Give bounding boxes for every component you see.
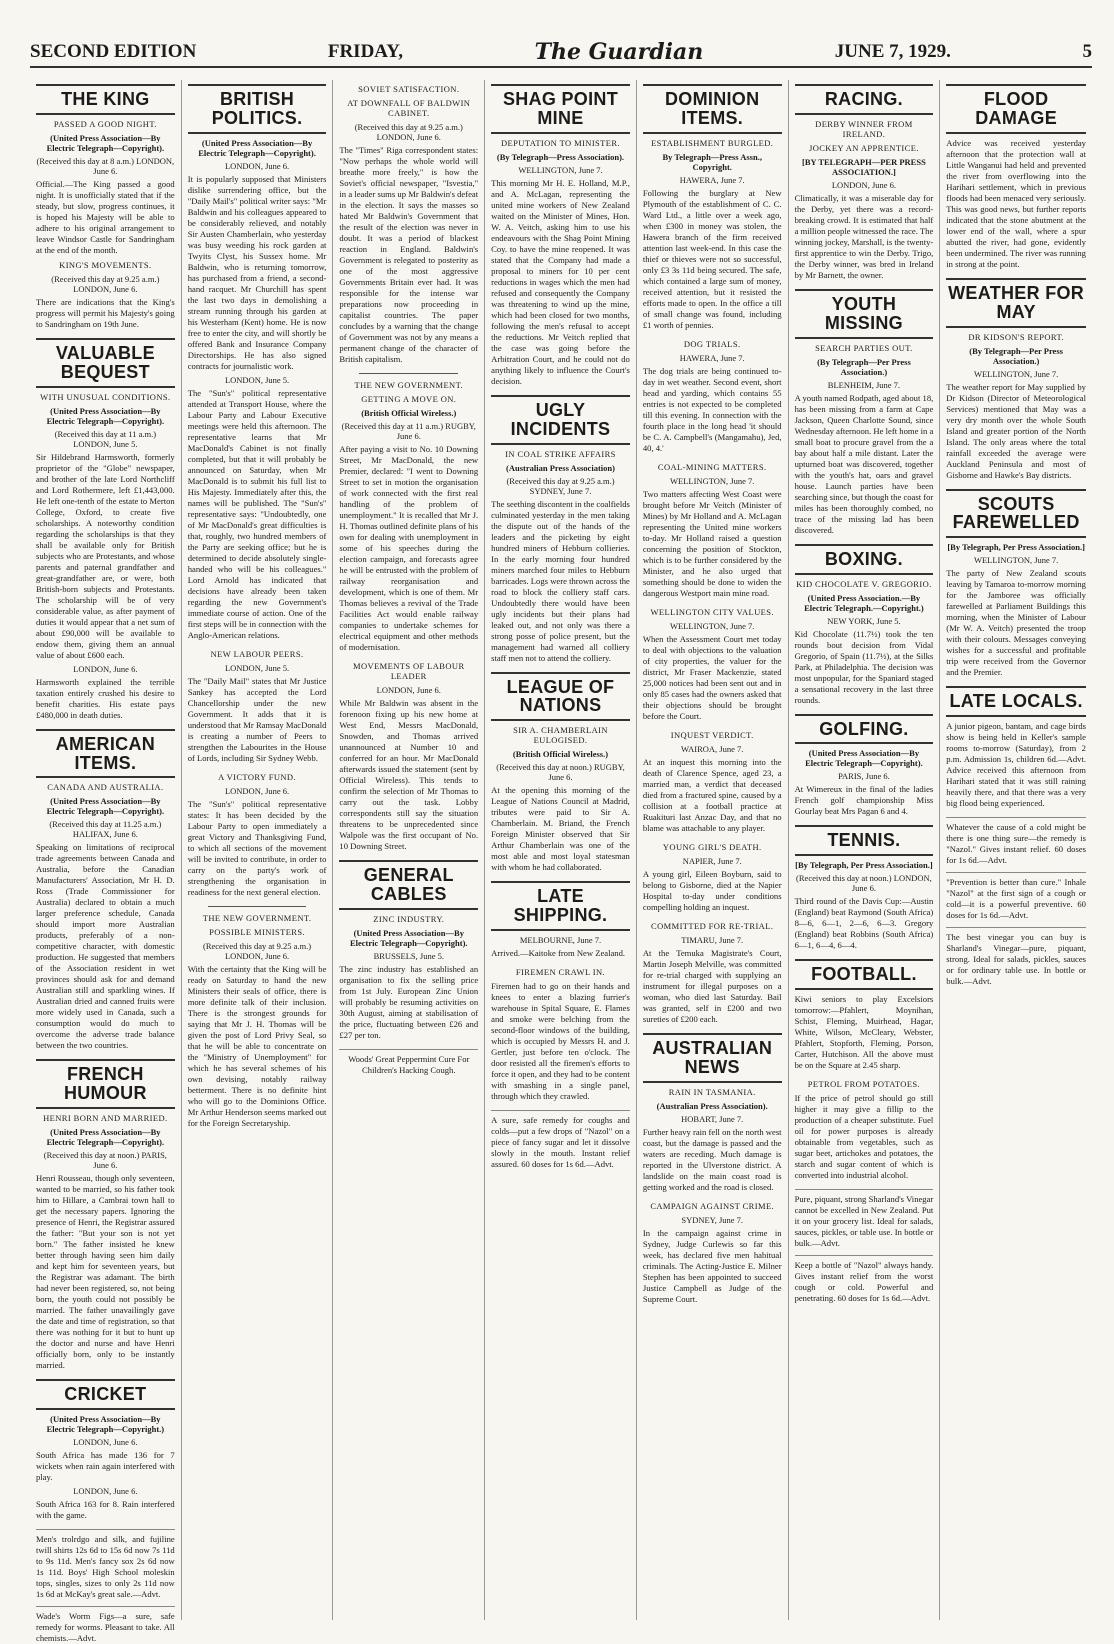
source-line: (United Press Association—By Electric Telegraph—Copyright).	[46, 1127, 165, 1148]
article-body: Further heavy rain fell on the north west coast, but the damage is passed and the waters are receding. Much damage is reported in the Ulverstone district. A landslide on the main coast road is getting worked and the road is closed.	[642, 1126, 782, 1192]
subheadline: SEARCH PARTIES OUT.	[815, 342, 913, 353]
column-1	[30, 80, 182, 1644]
dateline: WELLINGTON, June 7.	[973, 368, 1059, 379]
source-line: (United Press Association—By Electric Telegraph—Copyright).	[46, 132, 165, 153]
article-body: With the certainty that the King will be ready on Saturday to hand the new Ministers their seals of office, there is more definite talk of their inclusion. There is the strongest grounds for saying that Mr J. H. Thomas will be given the post of Lord Privy Seal, so that he will be able to concentrate on the "Ministry of Unemployment" for which he has several schemes of his own devising, notably railway betterment. There is no definite hint who will go to the Dominions Office. Mr Arthur Henderson seems marked out for the Foreign Secretaryship.	[187, 963, 327, 1128]
dateline: SYDNEY, June 7.	[681, 1214, 744, 1225]
advertisement: Woods' Great Peppermint Cure For Children's Hacking Cough.	[339, 1049, 478, 1076]
article-body: South Africa has made 136 for 7 wickets when rain again interfered with play.	[36, 1450, 175, 1483]
subheadline: INQUEST VERDICT.	[670, 729, 754, 740]
article-flood-damage	[946, 84, 1086, 270]
advertisement: Men's trolrdgo and silk, and fujiline twill shirts 12s 6d to 15s 6d now 7s 11d to 9s 11d. Men's fancy sox 2s 6d now 1s 11d. Boys' High School moleskin tops, singles, sizes to only 2s 11d now 1s 6d at McKay's great sale.—Advt.	[36, 1529, 175, 1600]
source-line: (Australian Press Association)	[506, 462, 615, 473]
subheadline: DOG TRIALS.	[683, 338, 741, 349]
article-ugly-incidents	[491, 395, 630, 664]
headline: LATE SHIPPING.	[491, 881, 630, 931]
dateline: BRUSSELS, June 5.	[373, 950, 444, 961]
headline: RACING.	[795, 84, 934, 115]
divider	[359, 373, 458, 374]
article-body: Third round of the Davis Cup:—Austin (England) beat Raymond (South Africa) 8—6, 6—1, 2—6, 6—3. Gregory (England) beat Robbins (South Africa) 6—1, 6—4, 6—4.	[794, 896, 934, 951]
article-body: At Wimereux in the final of the ladies French golf championship Miss Gourlay beat Mrs Pagan 6 and 4.	[794, 784, 934, 817]
article-body: At an inquest this morning into the death of Clarence Spence, aged 23, a married man, a verdict that deceased died from a fractured spine, caused by a collision at a football practice at Ruakituri last Anzac Day, and that no blame was attachable to any player.	[642, 756, 782, 833]
article-retrial	[643, 921, 782, 1025]
source-line: (By Telegraph—Press Association).	[496, 151, 625, 162]
article-football	[795, 959, 934, 1071]
column-7	[940, 80, 1092, 1620]
article-body: The party of New Zealand scouts leaving by Tamaroa to-morrow morning for the Jamboree was officially farewelled at Parliament Buildings this morning, when the Minister of Labour (Mr W. A. Veitch) presented the troop with their colours. Messages conveying wishes for a successful and profitable trip were received from the Governor and the Premier.	[946, 568, 1086, 678]
article-body: South Africa 163 for 8. Rain interfered with the game.	[36, 1499, 175, 1521]
article-body: At the opening this morning of the League of Nations Council at Madrid, tributes were paid to Sir A. Chamberlain. M. Briand, the French Foreign Minister observed that Sir Arthur Chamberlain was one of the most able and most loyal statesman with whom he had collaborated.	[491, 785, 630, 873]
article-australian-news	[643, 1033, 782, 1193]
dateline: LONDON, June 6.	[73, 663, 138, 674]
article-firemen	[491, 967, 630, 1102]
article-body: There are indications that the King's progress will permit his Majesty's going to Sandringham on 19th June.	[36, 296, 175, 329]
article-body: At the Temuka Magistrate's Court, Martin Joseph Melville, was committed for re-trial charged with supplying an instrument for illegal purposes on a woman, who died last Saturday. Bail was granted, self in £200 and two sureties of £200 each.	[642, 947, 782, 1024]
date-label: JUNE 7, 1929.	[834, 41, 951, 62]
advertisement: A sure, safe remedy for coughs and colds—put a few drops of "Nazol" on a piece of fancy sugar and let it dissolve slowly in the mouth. Instant relief assured. 60 doses for 1s 6d.—Advt.	[491, 1110, 630, 1170]
source-line: (By Telegraph—Per Press Association.)	[969, 345, 1063, 366]
article-valuable-bequest	[36, 338, 175, 721]
subheadline: ESTABLISHMENT BURGLED.	[651, 137, 774, 148]
subheadline: PETROL FROM POTATOES.	[807, 1079, 921, 1090]
article-french-humour	[36, 1059, 175, 1371]
headline: GOLFING.	[795, 714, 934, 745]
article-late-locals	[946, 686, 1086, 809]
article-body: The zinc industry has established an organisation to fix the selling price from 1st July. European Zinc Union will probably be resuming activities on 30th August, aiming at stabilisation of the price, fluctuating between £26 and £27 per ton.	[339, 963, 479, 1040]
source-line: [By Telegraph, Per Press Association.]	[947, 542, 1085, 553]
source-line: [By Telegraph, Per Press Association.]	[795, 860, 933, 871]
dateline: (Received this day at noon.) LONDON, June 6.	[796, 873, 932, 894]
dateline: LONDON, June 6.	[224, 160, 290, 171]
dateline: HOBART, June 7.	[681, 1113, 744, 1124]
article-body: It is popularly supposed that Ministers dislike surrendering office, but the "Daily Mail's" political writer says: "Mr Baldwin and his colleagues appeared to be considerably relieved, and notably Sir Austen Chamberlain, who yesterday was busy weeding his rock garden at Twyits Clyst, his Sussex home. Mr Baldwin, who is returning tomorrow, has purchased from a friend, a second-hand racquet. Mr Churchill has spent the last two days in demolishing a stream running through his garden at his Westerham (Kent) home. He is now free to enter the city, and will shortly be offered Bank and Insurance Company Directorships. He has also signed contracts for journalistic work.	[187, 173, 327, 371]
article-youth-missing	[795, 289, 934, 536]
headline: LEAGUE OF NATIONS	[491, 672, 630, 722]
article-city-values	[643, 607, 782, 722]
headline: SCOUTS FAREWELLED	[946, 489, 1086, 539]
article-body: A junior pigeon, bantam, and cage birds show is being held in Keller's sample rooms to-morrow (Saturday), from 2 p.m. Admission 1s, children 6d.—Advt. Advice received this afternoon from Harihari stated that it was still raining heavily there, and that there was a very big flood being experienced.	[946, 721, 1086, 809]
day-label: FRIDAY,	[327, 41, 404, 62]
dateline: LONDON, June 6.	[73, 1437, 138, 1448]
source-line: (British Official Wireless.)	[361, 408, 457, 418]
subheadline: ZINC INDUSTRY.	[373, 913, 445, 924]
headline: CRICKET	[36, 1379, 175, 1410]
article-weather-for-may	[946, 278, 1086, 481]
article-body: Harmsworth explained the terrible taxation entirely crushed his desire to benefit charities. His estate pays £480,000 in death duties.	[36, 676, 175, 720]
column-5	[637, 80, 789, 1620]
subheadline: COMMITTED FOR RE-TRIAL.	[651, 920, 774, 931]
dateline: WELLINGTON, June 7.	[518, 164, 603, 175]
dateline: (Received this day at 9.25 a.m.) SYDNEY, June 7.	[506, 475, 615, 496]
headline: FRENCH HUMOUR	[36, 1059, 175, 1109]
subheadline: A VICTORY FUND.	[218, 771, 296, 782]
subheadline: THE NEW GOVERNMENT.	[202, 912, 312, 923]
article-body: This morning Mr H. E. Holland, M.P., and A. McLagan, representing the united mine workers of New Zealand waited on the Minister of Mines, Hon. W. A. Veitch, asking him to use his endeavours with the Shag Point Mining Coy. to have the mine reopened. It was stated that the Company had made a proposal to miners for 10 per cent reductions in wages which the men had refused and consequently the Company was threatening to wind up the mine, which had been closed for two months, following the men's refusal to accept the reductions. Mr Veitch replied that the case was going before the Arbitration Court, and he could not do anything likely to influence the Court's decision.	[491, 177, 630, 386]
headline: BOXING.	[795, 544, 934, 575]
article-body: The "Times" Riga correspondent states: "Now perhaps the whole world will breathe more freely," is how the Soviet's official newspaper, "Isvestia," in a leader sums up Mr Baldwin's defeat in the election. It says the masses so hated Mr Baldwin's Government that the result of the election was never in doubt. It was a period of blackest reaction in England. Baldwin's Government is relegated to posterity as one of the most aggressive Governments Britain ever had. It was responsible for the intense war preparations now proceeding in capitalist countries. The paper concludes by a warning that the change of Government was not by any means a permanent change of the character of British capitalism.	[339, 145, 479, 364]
dateline: (Received this day at 11 a.m.) LONDON, June 5.	[54, 428, 157, 449]
dateline: WELLINGTON, June 7.	[670, 620, 755, 631]
article-golfing	[795, 714, 934, 818]
article-body: Kid Chocolate (11.7½) took the ten rounds bout decision from Vidal Gregorio, of Spain (11.7½), at the Silks Park, at Philadelphia. The decision was most unpopular, for the Spaniard staged a sensational recovery in the last three rounds.	[794, 628, 934, 705]
article-labour-leader	[339, 661, 478, 852]
dateline: (Received this day at 11.25 a.m.) HALIFAX, June 6.	[49, 819, 162, 840]
dateline: LONDON, June 6.	[73, 1486, 138, 1497]
source-line: [BY TELEGRAPH—PER PRESS ASSOCIATION.]	[802, 156, 926, 177]
dateline: LONDON, June 6.	[831, 179, 897, 190]
article-british-politics	[188, 84, 327, 641]
article-body: Arrived.—Kaitoke from New Zealand.	[491, 948, 626, 959]
columns	[30, 80, 1092, 1644]
dateline: (Received this day at 9.25 a.m.) LONDON, June 6.	[203, 940, 312, 961]
source-line: (United Press Association.—By Electric Telegraph.—Copyright.)	[804, 592, 924, 613]
article-new-labour-peers	[188, 649, 327, 764]
headline: DOMINION ITEMS.	[643, 84, 782, 134]
article-body: Firemen had to go on their hands and knees to enter a blazing furrier's warehouse in Spital Square, E. Flames and smoke were belching from the second-floor windows of the building, which is occupied by Messrs H. and J. Gertler, just before ten o'clock. The door resisted all the firemen's efforts to force it open, and they had to be content with smashing in a single panel, through which they crawled.	[491, 981, 630, 1102]
article-body: In the campaign against crime in Sydney, Judge Curlewis so far this week, has declared five men habitual criminals. The Acting-Justice E. Milner Stephen has been appointed to succeed Justice Campbell as Judge of the Supreme Court.	[642, 1227, 782, 1304]
article-inquest-verdict	[643, 730, 782, 834]
article-body: The seething discontent in the coalfields culminated yesterday in the men taking the dispute out of the hands of the leaders and the picketing by eight hundred miners of Hebburn collieries. In the early morning four hundred miners marched four miles to Hebburn barricades. Logs were thrown across the road to block the colliery staff cars. Undoubtedly there would have been ugly incidents but their plans had leaked out, and not only was there a strong posse of police present, but the management had warned all colliery staff men not to attend the colliery.	[491, 498, 630, 663]
article-body: Two matters affecting West Coast were brought before Mr Veitch (Minister of Mines) by Mr Holland and A. McLagan representing the United mine workers to-day. Mr Holland raised a question concerning the position of Stockton, which is to be further considered by the Minister, and he also urged that something should be done to widen the dangerous Westport main mine road.	[642, 488, 782, 598]
article-body: The weather report for May supplied by Dr Kidson (Director of Meteorological Services) mentioned that May was a very dry month over the whole South Island and greater portion of the North Island. The only areas where the total rainfall exceeded the average were Auckland Peninsula and most of Gisborne and Hawke's Bay districts.	[946, 381, 1086, 480]
advertisement: The best vinegar you can buy is Sharland's Vinegar—pure, piquant, strong. Ideal for salads, pickles, sauces or for ordinary table use. In bottle or bulk.—Advt.	[946, 927, 1086, 987]
article-cricket	[36, 1379, 175, 1521]
subheadline: MOVEMENTS OF LABOUR LEADER	[353, 661, 465, 681]
dateline: (Received this day at noon.) PARIS, June 6.	[43, 1150, 167, 1171]
article-league-of-nations	[491, 672, 630, 874]
article-body: Official.—The King passed a good night. It is unofficially stated that if the steady, but slow, progress continues, it is hoped his Majesty will be able to adhere to his original arrangement to leave Windsor Castle for Sandringham at the end of the month.	[36, 178, 175, 255]
article-dog-trials	[643, 339, 782, 454]
dateline: WAIROA, June 7.	[681, 743, 744, 754]
article-the-king	[36, 84, 175, 330]
dateline: NAPIER, June 7.	[682, 855, 742, 866]
dateline: HAWERA, June 7.	[679, 352, 745, 363]
source-line: (United Press Association—By Electric Telegraph—Copyright).	[198, 137, 316, 158]
article-body: Henri Rousseau, though only seventeen, wanted to be married, so his father took him to Hillare, a Cambrai town hall to get the necessary papers. Ignoring the presence of Henri, the Registrar assured the father: "But your son is not yet born." The father insisted he knew better through having seen him daily and kept him for seventeen years, but the Registrar was adamant. The birth had never been registered, so, not being born, the youth could not possibly be married. The father unavailingly gave the date and time of registration, so that there was nothing for it but to hunt up the doctor and nurse and have Henri officially born, only to be instantly married.	[36, 1173, 175, 1371]
column-4	[485, 80, 637, 1620]
dateline: NEW YORK, June 5.	[827, 615, 901, 626]
article-body: Kiwi seniors to play Excelsiors tomorrow:—Pfahlert, Moynihan, Schist, Fleming, Muirhead, Hagar, White, Wilson, McCleary, Webster, Pfahlert, Stopforth, Fleming, Porson, Carter, Hutchison. All the above must be on the Square at 2.45 sharp.	[794, 994, 934, 1071]
subheadline: SIR A. CHAMBERLAIN EULOGISED.	[513, 725, 608, 746]
headline: AUSTRALIAN NEWS	[643, 1033, 782, 1083]
subheadline: WELLINGTON CITY VALUES.	[650, 606, 774, 617]
source-line: (United Press Association—By Electric Telegraph—Copyright).	[46, 796, 165, 817]
subheadline: KID CHOCOLATE V. GREGORIO.	[796, 578, 932, 589]
article-young-girls-death	[643, 842, 782, 913]
advertisement: Whatever the cause of a cold might be there is one thing sure—the remedy is "Nazol." Gives instant relief. 60 doses for 1s 6d.—Advt.	[946, 817, 1086, 866]
subheadline: GETTING A MOVE ON.	[361, 394, 457, 404]
subheadline: PASSED A GOOD NIGHT.	[53, 118, 157, 129]
source-line: (United Press Association—By Electric Telegraph—Copyright).	[46, 405, 165, 426]
headline: WEATHER FOR MAY	[946, 278, 1086, 328]
article-victory-fund	[188, 772, 327, 898]
page-number: 5	[1082, 41, 1092, 62]
advertisement: Pure, piquant, strong Sharland's Vinegar cannot be excelled in New Zealand. Put it on your grocery list. Ideal for salads, sauces, pickles, or table use. In bottle or bulk.—Advt.	[795, 1189, 934, 1249]
dateline: LONDON, June 6.	[376, 685, 441, 695]
dateline: BLENHEIM, June 7.	[827, 379, 901, 390]
source-line: By Telegraph—Press Assn., Copyright.	[662, 151, 762, 172]
article-body: The dog trials are being continued to-day in wet weather. Second event, short head and yarding, which contains 55 entries is not expected to be completed till this evening. In connection with the fourth place in the long head 'it should be C. A. Campbell's (Mangamahu), Jed, 40, 4.'	[642, 365, 782, 453]
headline: UGLY INCIDENTS	[491, 395, 630, 445]
dateline: (Received this day at noon.) RUGBY, June 6.	[496, 762, 625, 783]
column-2	[182, 80, 334, 1620]
subheadline: CAMPAIGN AGAINST CRIME.	[650, 1200, 775, 1211]
dateline: PARIS, June 6.	[838, 771, 890, 782]
subheadline: FIREMEN CRAWL IN.	[515, 967, 606, 978]
subheadline: THE NEW GOVERNMENT.	[354, 380, 464, 390]
article-body: The "Daily Mail" states that Mr Justice Sankey has accepted the Lord Chancellorship under the new Government. It adds that it is understood that Mr Ramsay MacDonald is creating a number of Peers to strengthen the Labourites in the House of Lords, including Sir Sydney Webb.	[187, 675, 327, 763]
subheadline: NEW LABOUR PEERS.	[210, 648, 304, 659]
article-body: When the Assessment Court met today to deal with objections to the valuation of city properties, the valuer for the district, Mr Fraser Mackenzie, stated 25,000 notices had been sent out and in only 85 cases had the owners asked that their objections should be brought before the Court.	[642, 633, 782, 721]
dateline: (Received this day at 9.25 a.m.) LONDON, June 6.	[51, 273, 160, 294]
article-body: A youth named Rodpath, aged about 18, has been missing from a farm at Cape Jackson, Queen Charlotte Sound, since Wednesday afternoon. He left home in a small boat to procure gravel from the a bay about half a mile distant. Later the upturned boat was discovered, together with the youth's hat, oars and gravel house. Launch parties have been searching since, but though the coast for miles has been thoroughly combed, no trace of the missing lad has been discovered.	[794, 392, 934, 535]
article-racing	[795, 84, 934, 281]
article-dominion-items	[643, 84, 782, 331]
advertisement: Keep a bottle of "Nazol" always handy. Gives instant relief from the worst cough or cold. Powerful and penetrating. 60 doses for 1s 6d.—Advt.	[795, 1255, 934, 1304]
subheadline: CANADA AND AUSTRALIA.	[47, 782, 164, 793]
dateline: MELBOURNE, June 7.	[519, 935, 602, 946]
subheadline: POSSIBLE MINISTERS.	[209, 926, 306, 937]
dateline: WELLINGTON, June 7.	[973, 555, 1059, 566]
source-line: (British Official Wireless.)	[512, 749, 609, 760]
subheadline: COAL-MINING MATTERS.	[657, 461, 767, 472]
article-body: The "Sun's" political representative attended at Transport House, where the Labour Party and Labour Executive meetings were held this afternoon. The representative learns that Mr MacDonald's Cabinet is not finally completed, but that it will probably be announced on Saturday, when Mr MacDonald is to submit his full list to His Majesty. Immediately after this, the names will be published. The "Sun's" representative says: "Undoubtedly, one of Mr MacDonald's great difficulties is that, roughly, two hundred members of the Party are seeking office; but he is determined to decide absolutely single-handed who will be his colleagues." Lord Arnold has indicated that decisions have already been taken regarding the new Government's immediate course of action. One of the first steps will be in connection with the Anglo-American relations.	[187, 387, 327, 640]
source-line: (United Press Association—By Electric Telegraph—Copyright).	[805, 748, 923, 769]
article-tennis	[795, 825, 934, 951]
article-body: The "Sun's" political representative states: It has been decided by the Labour Party to open immediately a great Victory and Thanksgiving Fund, to which all sections of the movement will be invited to contribute, in order to carry on the party's work of strengthening the organisation in readiness for the next general election.	[187, 798, 327, 897]
article-scouts-farewelled	[946, 489, 1086, 679]
dateline: LONDON, June 5.	[224, 662, 290, 673]
source-line: (United Press Association—By Electric Telegraph—Copyright).	[349, 927, 468, 948]
article-shag-point-mine	[491, 84, 630, 387]
article-soviet-satisfaction	[339, 84, 478, 365]
dateline: LONDON, June 6.	[224, 785, 290, 796]
article-body: Following the burglary at New Plymouth of the establishment of C. C. Ward Ltd., a little over a week ago, when £300 in money was stolen, the Hawera branch of the firm received attention last week-end. In this case the thief or thieves were not so successful, only £3 3s 11d being secured. The safe, which contained a large sum of money, received attention, but it resisted the efforts made to open. In the office a till of small change was found, including £1 worth of pennies.	[642, 187, 782, 330]
dateline: TIMARU, June 7.	[681, 934, 744, 945]
subheadline: SOVIET SATISFACTION.	[358, 84, 460, 94]
subheadline: WITH UNUSUAL CONDITIONS.	[40, 391, 171, 402]
masthead	[30, 38, 1092, 68]
edition-label: SECOND EDITION	[30, 41, 197, 62]
headline: BRITISH POLITICS.	[188, 84, 327, 134]
newspaper-title: The Guardian	[534, 39, 704, 65]
dateline: HAWERA, June 7.	[679, 174, 745, 185]
advertisement: Wade's Worm Figs—a sure, safe remedy for worms. Pleasant to take. All chemists.—Advt.	[36, 1606, 175, 1644]
article-body: Sir Hildebrand Harmsworth, formerly proprietor of the "Globe" newspaper, and brother of the late Lord Northcliff and Lord Rothermere, left £1,443,000. He left one-tenth of the estate to Merton College, Oxford, to create five scholarships. A noteworthy condition regarding the scholarships is that they shall be available only for British subjects who are Protestants, and whose parents and paternal grandfather and great-grandfather are, or were, both British-born subjects and Protestants. The scholarship will be of very considerable value, as after payment of duties it would appear that a net sum of about £90,000 will be available to endow them, giving them an annual value of about £600 each.	[36, 451, 175, 660]
article-petrol	[795, 1079, 934, 1181]
headline: THE KING	[36, 84, 175, 115]
headline: LATE LOCALS.	[946, 686, 1086, 717]
dateline: WELLINGTON, June 7.	[670, 475, 755, 486]
subheadline: DR KIDSON'S REPORT.	[968, 331, 1064, 342]
article-body: A young girl, Eileen Boyburn, said to belong to Gisborne, died at the Napier Hospital to-day under conditions compelling holding an inquest.	[642, 868, 782, 912]
subheadline: HENRI BORN AND MARRIED.	[43, 1113, 168, 1124]
headline: YOUTH MISSING	[795, 289, 934, 339]
headline: FOOTBALL.	[795, 959, 934, 990]
article-body: After paying a visit to No. 10 Downing Street, Mr MacDonald, the new Premier, declared: "I went to Downing Street to set in motion the organisation of work connected with the first real handling of the problem of unemployment." It is recalled that Mr J. H. Thomas outlined definite plans of his own for dealing with unemployment in some of his speeches during the election campaign, and forecasts agree he will be entrusted with the problem of railway reorganisation and development, which is one of them. Mr Thomas believes a revival of the Trade Facilities Act would enable railway companies to undertake schemes for electrical equipment and other methods of modernisation.	[339, 444, 479, 652]
article-coal-mining	[643, 462, 782, 599]
dateline: (Received this day at 8 a.m.) LONDON, June 6.	[36, 155, 175, 176]
article-boxing	[795, 544, 934, 706]
article-new-government	[188, 913, 327, 1129]
article-getting-a-move-on	[339, 380, 478, 653]
divider	[208, 906, 307, 907]
headline: FLOOD DAMAGE	[946, 84, 1086, 134]
headline: AMERICAN ITEMS.	[36, 729, 175, 779]
dateline: (Received this day at 9.25 a.m.) LONDON, June 6.	[354, 122, 463, 142]
source-line: (By Telegraph—Per Press Association.)	[817, 356, 911, 377]
subheadline: DEPUTATION TO MINISTER.	[501, 137, 620, 148]
article-campaign-against-crime	[643, 1201, 782, 1305]
subheadline: DERBY WINNER FROM IRELAND.	[815, 118, 913, 139]
article-body: Advice was received yesterday afternoon that the protection wall at Little Wanganui had held and prevented the river from overflowing into the Harihari settlement, which in previous floods had been menaced very seriously. This was good news, but further reports indicated that the stone abutment at the lower end of the wall, where a spur abutted the river, had gone, evidently been undermined. The river was running in strong at the point.	[946, 137, 1086, 269]
source-line: (United Press Association—By Electric Telegraph—Copyright.)	[46, 1414, 165, 1435]
subheadline: AT DOWNFALL OF BALDWIN CABINET.	[347, 98, 471, 118]
subheadline: KING'S MOVEMENTS.	[59, 259, 152, 270]
article-body: Speaking on limitations of reciprocal trade agreements between Canada and Australia, before the Canadian Manufacturers' Association, Mr H. D. Ross (Trade Commissioner for Australia) declared to obtain a much larger preference schedule, Canada should import more Australian products, preferably of a non-competitive character, with domestic production. He suggested that members of the Association resident in wet provinces should ask for and demand Australian still and sparkling wines. If Australian dried and canned fruits were more widely used in Canada, such a consumption would do much to overcome the adverse trade balance between the two countries.	[36, 842, 175, 1051]
column-6	[789, 80, 941, 1620]
article-late-shipping	[491, 881, 630, 959]
dateline: LONDON, June 5.	[224, 374, 290, 385]
advertisement: "Prevention is better than cure." Inhale "Nazol" at the first sign of a cough or cold—it is a powerful preventive. 60 doses for 1s 6d.—Advt.	[946, 872, 1086, 921]
subheadline: RAIN IN TASMANIA.	[668, 1086, 756, 1097]
headline: SHAG POINT MINE	[491, 84, 630, 134]
article-general-cables	[339, 860, 478, 1041]
dateline: (Received this day at 11 a.m.) RUGBY, June 6.	[341, 421, 476, 441]
headline: GENERAL CABLES	[339, 860, 478, 910]
article-body: While Mr Baldwin was absent in the forenoon fixing up his new home at West End, Messrs MacDonald, Snowden, and Thomas arrived unannounced at Number 10 and conferred for an hour. Mr MacDonald afterwards issued the statement (sent by Official Wireless). This tends to confirm the selection of Mr Thomas to carry out the task. Lobby correspondents still say the situation threatens to be unprecedented since Walpole was the first occupant of No. 10 Downing Street.	[339, 698, 479, 851]
subheadline: YOUNG GIRL'S DEATH.	[662, 841, 762, 852]
headline: VALUABLE BEQUEST	[36, 338, 175, 388]
article-american-items	[36, 729, 175, 1052]
subheadline: JOCKEY AN APPRENTICE.	[808, 142, 919, 153]
subheadline: IN COAL STRIKE AFFAIRS	[505, 448, 616, 459]
source-line: (Australian Press Association).	[656, 1100, 768, 1111]
article-body: Climatically, it was a miserable day for the Derby, yet there was a record-breaking crowd. It is estimated that half a million people witnessed the race. The winning jockey, Marshall, is the twenty-first apprentice to win the Derby. Trigo, the Derby winner, was bred in Ireland by Mr Barnett, the owner.	[794, 192, 934, 280]
column-3	[333, 80, 485, 1620]
article-body: If the price of petrol should go still higher it may give a fillip to the production of a cheaper substitute. Fuel oil for power purposes is already obtainable from vegetables, such as sugar beet, artichokes and potatoes, the starch and sugar content of which is converted into industrial alcohol.	[794, 1093, 934, 1181]
headline: TENNIS.	[795, 825, 934, 856]
